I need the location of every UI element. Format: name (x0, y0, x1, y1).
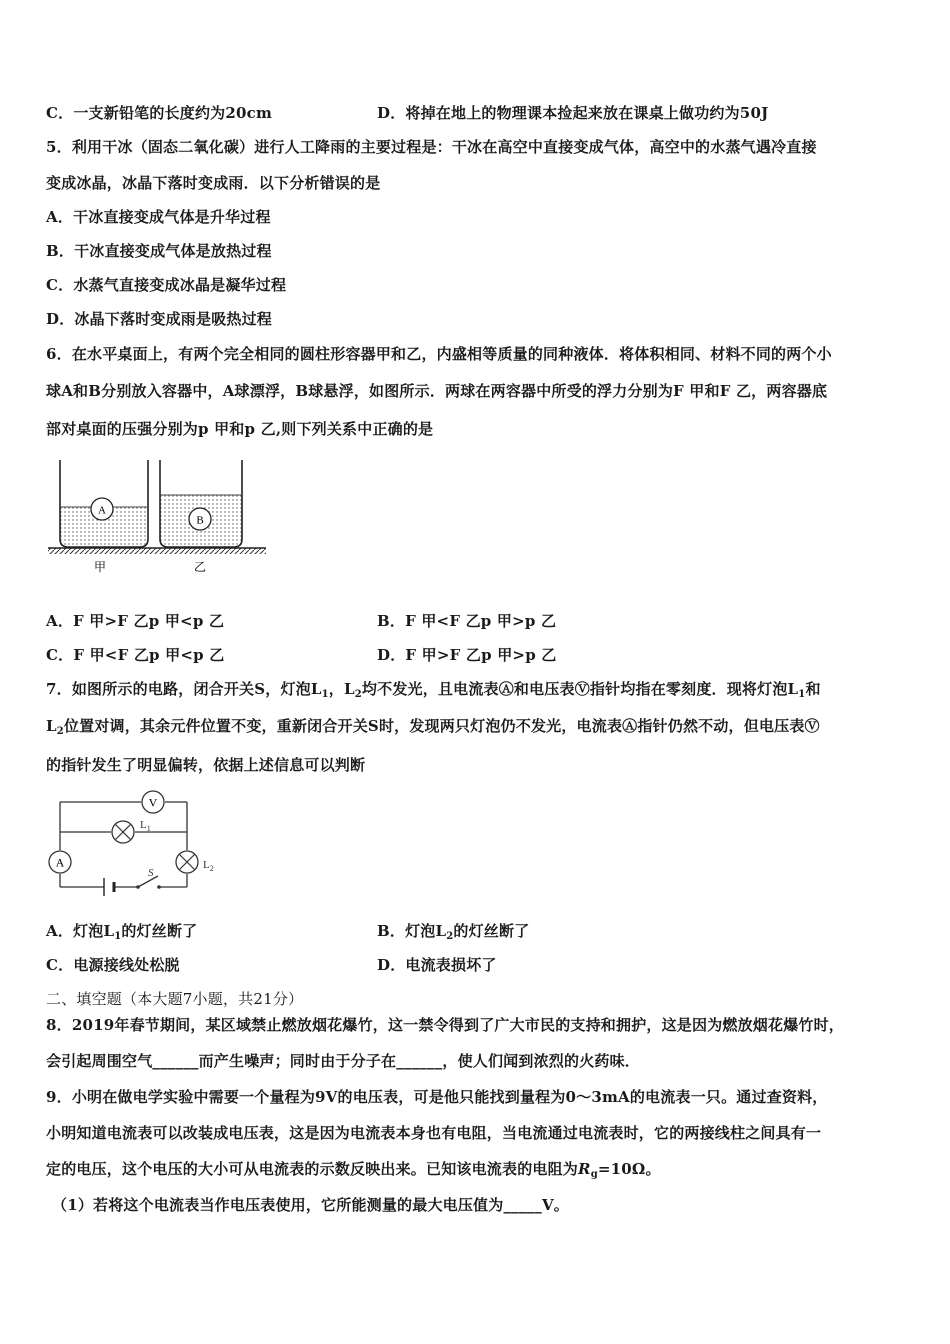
q5-option-b: B．干冰直接变成气体是放热过程 (46, 242, 272, 260)
table-surface (48, 548, 266, 554)
q6-stem-line2: 球A和B分别放入容器中，A球漂浮，B球悬浮，如图所示．两球在两容器中所受的浮力分别为F 甲和F 乙，两容器底 (46, 382, 828, 400)
q5-option-d: D．冰晶下落时变成雨是吸热过程 (46, 310, 273, 328)
switch-icon (157, 885, 161, 889)
q9-stem-line2: 小明知道电流表可以改装成电压表，这是因为电流表本身也有电阻，当电流通过电流表时，它的两接线柱之间具有一 (46, 1124, 822, 1142)
voltmeter-label: V (148, 795, 158, 810)
q6-stem-line3: 部对桌面的压强分别为p 甲和p 乙,则下列关系中正确的是 (46, 420, 434, 438)
switch-label: S (148, 867, 154, 879)
label-jia: 甲 (93, 560, 107, 574)
section-heading: 二、填空题（本大题7小题，共21分） (46, 990, 304, 1008)
lamp-l1-label: $L_1$ (140, 819, 151, 833)
ammeter-label: A (55, 855, 65, 870)
q5-stem-line1: 5．利用干冰（固态二氧化碳）进行人工降雨的主要过程是：干冰在高空中直接变成气体，高空中的水蒸气遇冷直接 (46, 138, 817, 156)
q9-stem-line3: 定的电压，这个电压的大小可从电流表的示数反映出来。已知该电流表的电阻为$R_g=10\Omega$。 (46, 1160, 661, 1180)
lamp-l2-label: $L_2$ (203, 859, 214, 873)
q9-subquestion-1: （1）若将这个电流表当作电压表使用，它所能测量的最大电压值为_____V。 (52, 1196, 569, 1214)
q5-option-a: A．干冰直接变成气体是升华过程 (46, 208, 271, 226)
q6-option-d: D．F 甲>F 乙p 甲>p 乙 (377, 646, 557, 664)
q8-stem-line2: 会引起周围空气______而产生噪声；同时由于分子在______，使人们闻到浓烈的火药味． (46, 1052, 641, 1070)
ball-a-label: A (98, 504, 106, 517)
q7-stem-line3: 的指针发生了明显偏转，依据上述信息可以判断 (46, 756, 366, 774)
q7-option-b: B．灯泡$L_2$的灯丝断了 (377, 922, 530, 942)
q7-option-d: D．电流表损坏了 (377, 956, 497, 974)
q6-option-b: B．F 甲<F 乙p 甲>p 乙 (377, 612, 557, 630)
q7-circuit-figure (40, 786, 240, 896)
q6-containers-figure (44, 455, 274, 580)
q7-stem-line2: $L_2$位置对调，其余元件位置不变，重新闭合开关S时，发现两只灯泡仍不发光，电流表Ⓐ指针仍然不动，但电压表Ⓥ (46, 717, 820, 737)
q4-option-c: C．一支新铅笔的长度约为20cm (46, 104, 273, 122)
q6-option-a: A．F 甲>F 乙p 甲<p 乙 (46, 612, 225, 630)
ball-b-label: B (196, 514, 204, 527)
q8-stem-line1: 8．2019年春节期间，某区域禁止燃放烟花爆竹，这一禁令得到了广大市民的支持和拥护，这是因为燃放烟花爆竹时， (46, 1016, 844, 1034)
q7-stem-line1: 7．如图所示的电路，闭合开关S，灯泡$L_1$，$L_2$均不发光，且电流表Ⓐ和电压表Ⓥ指针均指在零刻度．现将灯泡$L_1$和 (46, 680, 821, 700)
q5-stem-line2: 变成冰晶，冰晶下落时变成雨．以下分析错误的是 (46, 174, 381, 192)
q9-stem-line1: 9．小明在做电学实验中需要一个量程为9V的电压表，可是他只能找到量程为0～3mA的电流表一只。通过查资料， (46, 1088, 828, 1106)
q5-option-c: C．水蒸气直接变成冰晶是凝华过程 (46, 276, 287, 294)
q6-option-c: C．F 甲<F 乙p 甲<p 乙 (46, 646, 225, 664)
q6-stem-line1: 6．在水平桌面上，有两个完全相同的圆柱形容器甲和乙，内盛相等质量的同种液体．将体积相同、材料不同的两个小 (46, 345, 832, 363)
q7-option-c: C．电源接线处松脱 (46, 956, 180, 974)
q7-option-a: A．灯泡$L_1$的灯丝断了 (46, 922, 198, 942)
q4-option-d: D．将掉在地上的物理课本捡起来放在课桌上做功约为50J (377, 104, 769, 122)
label-yi: 乙 (193, 560, 207, 574)
